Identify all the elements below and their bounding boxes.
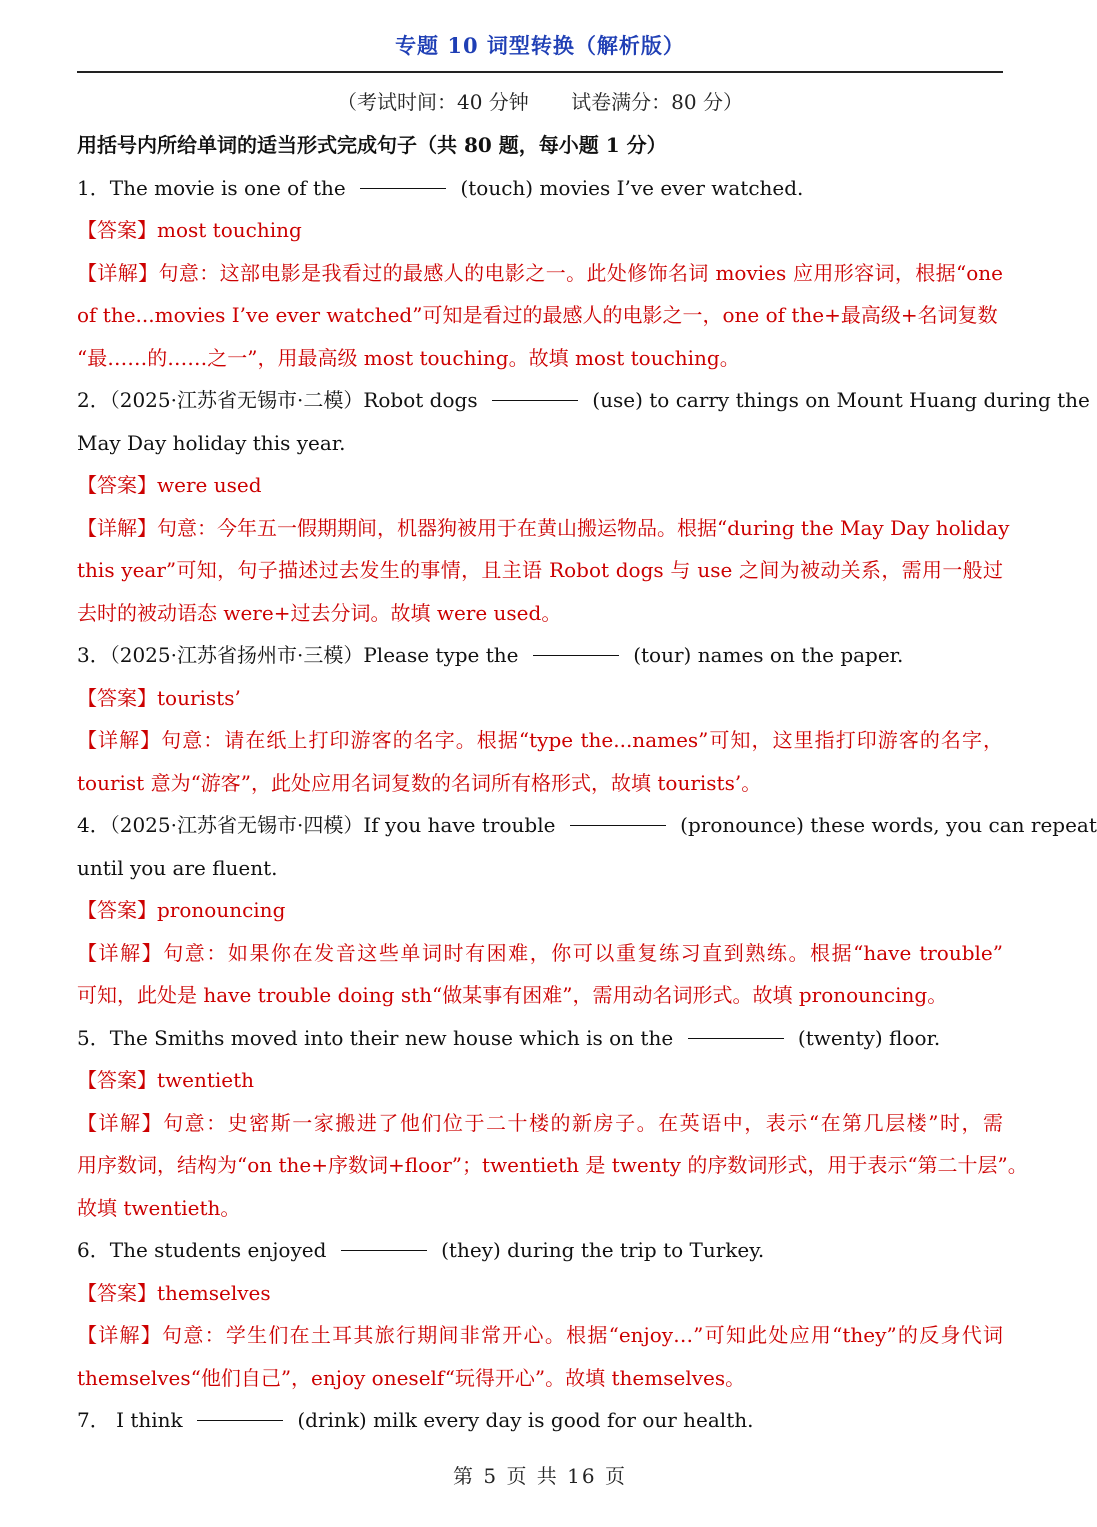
question-6: 6．The students enjoyed (they) during the trip to Turkey. — [77, 1238, 765, 1262]
answer-blank — [197, 1419, 283, 1421]
answer-4: 【答案】pronouncing — [77, 898, 286, 922]
question-5: 5．The Smiths moved into their new house which is on the (twenty) floor. — [77, 1025, 941, 1050]
explanation-line: this year”可知，句子描述过去发生的事情，且主语 Robot dogs 与 use 之间为被动关系，需用一般过 — [77, 558, 1003, 582]
explanation-line: 可知，此处是 have trouble doing sth“做某事有困难”，需用动名词形式。故填 pronouncing。 — [77, 983, 948, 1007]
explanation-line: 【详解】句意：今年五一假期期间，机器狗被用于在黄山搬运物品。根据“during the May Day holiday — [77, 515, 1010, 540]
explanation-line: 去时的被动语态 were+过去分词。故填 were used。 — [77, 600, 562, 625]
answer-blank — [533, 654, 619, 656]
answer-2: 【答案】were used — [77, 473, 262, 497]
question-1: 1．The movie is one of the (touch) movies I’ve ever watched. — [77, 175, 804, 200]
explanation-line: “最……的……之一”，用最高级 most touching。故填 most touching。 — [77, 345, 740, 370]
answer-blank — [492, 399, 578, 401]
answer-blank — [688, 1037, 784, 1039]
exam-info — [0, 86, 1080, 115]
answer-blank — [341, 1249, 427, 1251]
question-4-continued: until you are fluent. — [77, 855, 278, 880]
question-2: 2．（2025·江苏省无锡市·二模）Robot dogs (use) to carry things on Mount Huang during the — [77, 388, 1090, 412]
instructions: 用括号内所给单词的适当形式完成句子（共 80 题，每小题 1 分） — [77, 133, 667, 157]
answer-1: 【答案】most touching — [77, 218, 302, 242]
answer-3: 【答案】tourists’ — [77, 685, 241, 710]
explanation-line: tourist 意为“游客”，此处应用名词复数的名词所有格形式，故填 tourists’。 — [77, 770, 762, 795]
question-7: 7． I think (drink) milk every day is good for our health. — [77, 1408, 754, 1432]
full-score: 试卷满分：80 分） — [571, 90, 743, 114]
answer-blank — [570, 824, 666, 826]
explanation-line: 用序数词，结构为“on the+序数词+floor”；twentieth 是 twenty 的序数词形式，用于表示“第二十层”。 — [77, 1153, 1028, 1177]
exam-time: （考试时间：40 分钟 — [337, 90, 529, 114]
explanation-line: 【详解】句意：请在纸上打印游客的名字。根据“type the...names”可知，这里指打印游客的名字， — [77, 728, 1003, 752]
answer-6: 【答案】themselves — [77, 1280, 271, 1305]
page-number: 第 5 页 共 16 页 — [453, 1464, 627, 1488]
answer-blank — [360, 187, 446, 189]
explanation-line: 【详解】句意：如果你在发音这些单词时有困难，你可以重复练习直到熟练。根据“have trouble” — [77, 940, 1003, 965]
explanation-line: 故填 twentieth。 — [77, 1195, 241, 1220]
answer-5: 【答案】twentieth — [77, 1068, 255, 1092]
page-title: 专题 10 词型转换（解析版） — [395, 33, 685, 58]
explanation-line: 【详解】句意：史密斯一家搬进了他们位于二十楼的新房子。在英语中，表示“在第几层楼”时，需 — [77, 1110, 1003, 1135]
explanation-line: of the...movies I’ve ever watched”可知是看过的最感人的电影之一，one of the+最高级+名词复数 — [77, 303, 998, 327]
question-3: 3．（2025·江苏省扬州市·三模）Please type the (tour) names on the paper. — [77, 643, 904, 667]
header-divider — [77, 71, 1003, 73]
question-4: 4．（2025·江苏省无锡市·四模）If you have trouble (pronounce) these words, you can repeat — [77, 813, 1097, 837]
explanation-line: 【详解】句意：学生们在土耳其旅行期间非常开心。根据“enjoy…”可知此处应用“they”的反身代词 — [77, 1323, 1003, 1347]
document-body — [77, 124, 1097, 1442]
question-2-continued: May Day holiday this year. — [77, 430, 346, 455]
explanation-line: themselves“他们自己”，enjoy oneself“玩得开心”。故填 themselves。 — [77, 1365, 746, 1390]
explanation-line: 【详解】句意：这部电影是我看过的最感人的电影之一。此处修饰名词 movies 应用形容词，根据“one — [77, 260, 1003, 285]
